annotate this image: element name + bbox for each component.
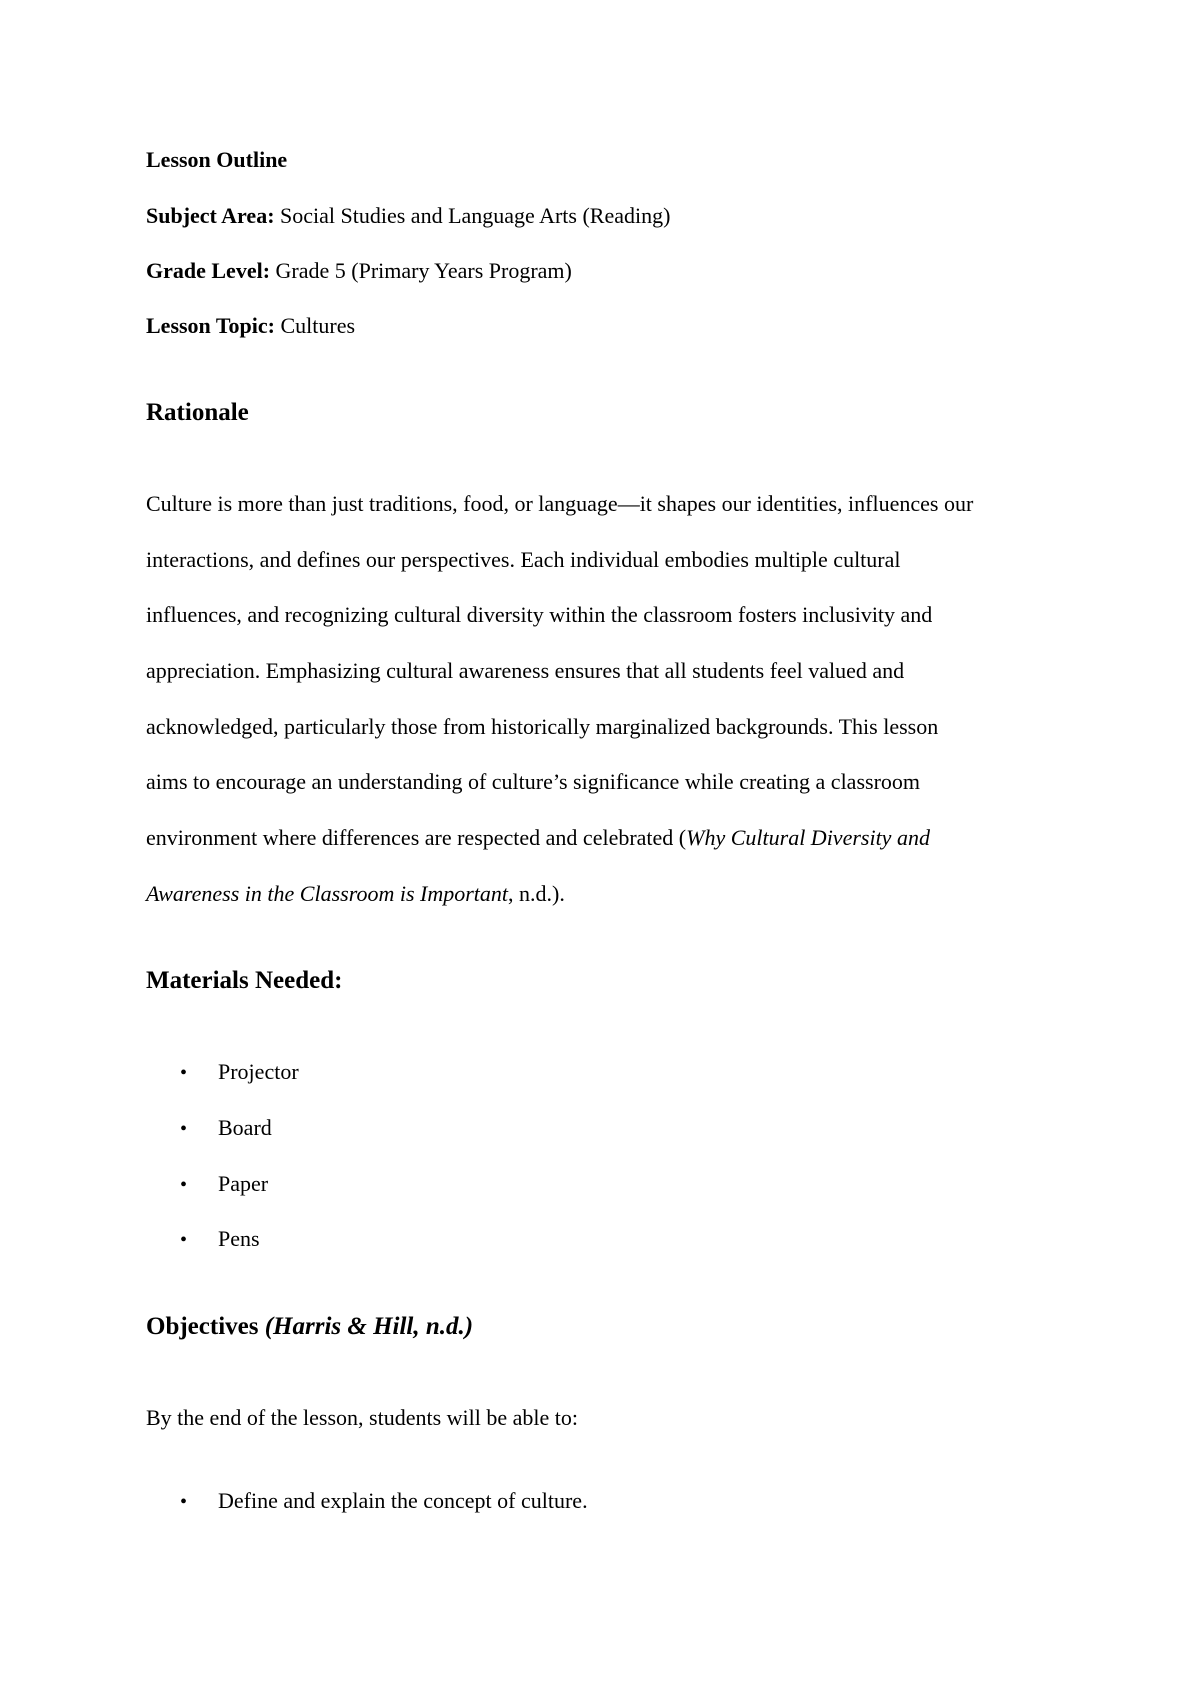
subject-area-value: Social Studies and Language Arts (Reading) bbox=[274, 203, 671, 228]
materials-heading: Materials Needed: bbox=[146, 967, 343, 994]
list-item bbox=[180, 1170, 268, 1199]
list-item-label: Board bbox=[218, 1115, 272, 1140]
objectives-intro: By the end of the lesson, students will be able to: bbox=[146, 1405, 578, 1430]
bullet-icon: • bbox=[180, 1118, 188, 1140]
lesson-topic-value: Cultures bbox=[275, 313, 356, 338]
bullet-icon: • bbox=[180, 1062, 188, 1084]
list-item-label: Pens bbox=[218, 1226, 260, 1251]
rationale-line bbox=[146, 824, 930, 852]
list-item bbox=[180, 1487, 588, 1516]
rationale-line: appreciation. Emphasizing cultural awareness ensures that all students feel valued and bbox=[146, 658, 905, 683]
subject-area-label: Subject Area: bbox=[146, 203, 275, 228]
grade-level-label: Grade Level: bbox=[146, 258, 271, 283]
rationale-heading: Rationale bbox=[146, 399, 249, 426]
objectives-citation: (Harris & Hill, n.d.) bbox=[264, 1313, 474, 1340]
subject-area-line bbox=[146, 202, 670, 230]
grade-level-line bbox=[146, 257, 572, 285]
rationale-line bbox=[146, 880, 565, 908]
citation-title: Why Cultural Diversity and bbox=[686, 825, 930, 850]
list-item-label: Define and explain the concept of culture. bbox=[218, 1488, 588, 1513]
lesson-topic-line bbox=[146, 312, 355, 340]
list-item-label: Paper bbox=[218, 1171, 269, 1196]
bullet-icon: • bbox=[180, 1229, 188, 1251]
rationale-line: Culture is more than just traditions, food, or language—it shapes our identities, influences our bbox=[146, 491, 974, 516]
grade-level-value: Grade 5 (Primary Years Program) bbox=[270, 258, 572, 283]
rationale-line: influences, and recognizing cultural diversity within the classroom fosters inclusivity and bbox=[146, 602, 933, 627]
list-item bbox=[180, 1225, 260, 1254]
objectives-heading-text: Objectives bbox=[146, 1313, 265, 1340]
rationale-line: acknowledged, particularly those from historically marginalized backgrounds. This lesson bbox=[146, 714, 939, 739]
list-item-label: Projector bbox=[218, 1059, 299, 1084]
bullet-icon: • bbox=[180, 1174, 188, 1196]
list-item bbox=[180, 1114, 272, 1143]
rationale-text: , n.d.). bbox=[508, 881, 565, 906]
bullet-icon: • bbox=[180, 1491, 188, 1513]
rationale-line: interactions, and defines our perspectives. Each individual embodies multiple cultural bbox=[146, 547, 901, 572]
objectives-heading bbox=[146, 1312, 473, 1342]
rationale-line: aims to encourage an understanding of culture’s significance while creating a classroom bbox=[146, 769, 921, 794]
document-title: Lesson Outline bbox=[146, 147, 288, 172]
list-item bbox=[180, 1058, 299, 1087]
rationale-text: environment where differences are respected and celebrated ( bbox=[146, 825, 687, 850]
lesson-topic-label: Lesson Topic: bbox=[146, 313, 275, 338]
citation-title: Awareness in the Classroom is Important bbox=[146, 881, 509, 906]
